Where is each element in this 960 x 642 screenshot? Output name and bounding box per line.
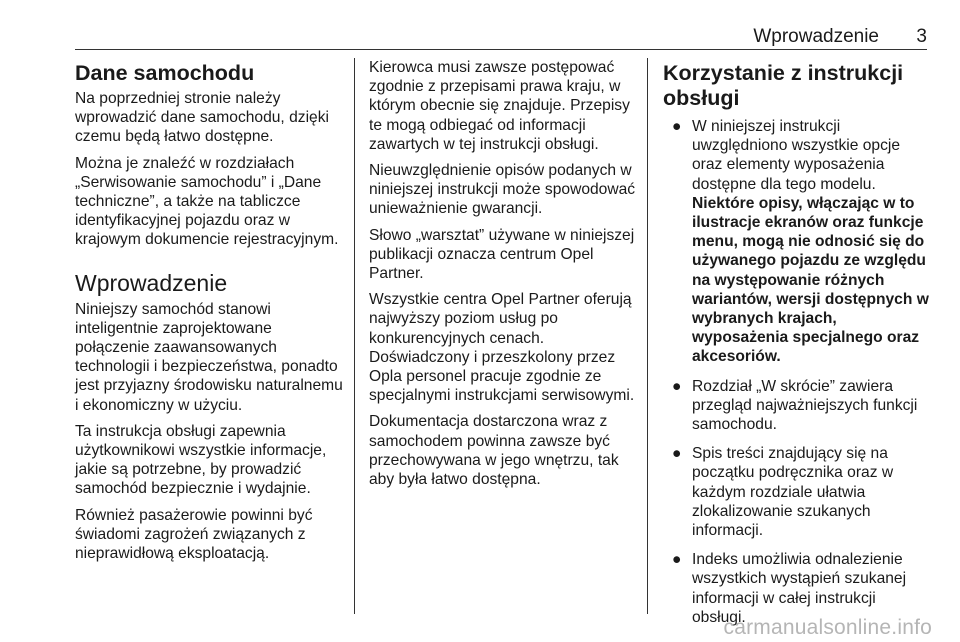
paragraph: Słowo „warsztat” używane w niniejszej publikacji oznacza centrum Opel Partner. — [369, 226, 635, 283]
heading-using-manual: Korzystanie z instrukcji obsługi — [663, 61, 904, 110]
paragraph: Ta instrukcja obsługi zapewnia użytkownikowi wszystkie informacje, jakie są potrzebne, by prowadzić samochód bezpiecznie i wydajnie. — [75, 422, 327, 498]
paragraph: Również pasażerowie powinni być świadomi zagrożeń związanych z nieprawidłową eksploatacją. — [75, 506, 313, 563]
list-item-bold-note: Niektóre opisy, włączając w to ilustracje ekranów oraz funkcje menu, mogą nie odnosić się do używanego pojazdu ze względu na występowanie różnych wariantów, wersji dostępnych w wybranych krajach, wyposażenia specjalnego oraz akcesoriów. — [692, 194, 929, 366]
column-divider-2 — [647, 58, 648, 614]
list-item-text: Rozdział „W skrócie” zawiera przegląd najważniejszych funkcji samochodu. — [692, 377, 918, 434]
paragraph: Niniejszy samochód stanowi inteligentnie zaprojektowane połączenie zaawansowanych technologii i bezpieczeństwa, ponadto jest przyjazny środowisku naturalnemu i ekonomiczny w użyciu. — [75, 300, 343, 414]
header-divider — [75, 49, 927, 50]
bullet-icon: ● — [672, 377, 682, 395]
heading-vehicle-data: Dane samochodu — [75, 61, 255, 85]
bullet-icon: ● — [672, 118, 682, 135]
paragraph: Kierowca musi zawsze postępować zgodnie z przepisami prawa kraju, w którym obecnie się znajduje. Przepisy te mogą odbiegać od informacji zawartych w tej instrukcji obsługi. — [369, 59, 630, 153]
paragraph: Nieuwzględnienie opisów podanych w niniejszej instrukcji może spowodować unieważnienie gwarancji. — [369, 162, 636, 218]
list-item-text: Spis treści znajdujący się na początku podręcznika oraz w każdym rozdziale ułatwia zlokalizowanie szukanych informacji. — [692, 445, 894, 540]
list-item-text: Indeks umożliwia odnalezienie wszystkich wystąpień szukanej informacji w całej instrukcji obsługi. — [692, 551, 907, 626]
paragraph: Wszystkie centra Opel Partner oferują najwyższy poziom usług po konkurencyjnych cenach. — [369, 291, 632, 347]
list-item — [663, 117, 929, 367]
column-divider-1 — [354, 58, 355, 614]
paragraph: Dokumentacja dostarczona wraz z samochodem powinna zawsze być przechowywana w jego wnętrzu, tak aby była łatwo dostępna. — [369, 413, 619, 489]
watermark: carmanualsonline.info — [723, 616, 932, 639]
column-1 — [75, 58, 347, 570]
page-number: 3 — [916, 26, 927, 47]
paragraph: Na poprzedniej stronie należy wprowadzić dane samochodu, dzięki czemu będą łatwo dostępne. — [75, 90, 329, 146]
list-item-text: W niniejszej instrukcji uwzględniono wszystkie opcje oraz elementy wyposażenia dostępne dla tego modelu. — [692, 118, 901, 193]
bullet-icon: ● — [672, 551, 682, 569]
column-3 — [663, 58, 929, 637]
section-title: Wprowadzenie — [753, 26, 879, 47]
bullet-icon: ● — [672, 445, 682, 463]
column-2 — [369, 58, 637, 496]
list-item — [663, 444, 929, 540]
paragraph: Można je znaleźć w rozdziałach „Serwisowanie samochodu” i „Dane techniczne”, a także na tabliczce identyfikacyjnej pojazdu oraz w krajowym dokumencie rejestracyjnym. — [75, 154, 339, 249]
bullet-list — [663, 117, 929, 627]
heading-introduction: Wprowadzenie — [75, 269, 228, 296]
page-header — [75, 26, 927, 48]
paragraph: Doświadczony i przeszkolony przez Opla personel pracuje zgodnie ze specjalnymi instrukcjami serwisowymi. — [369, 348, 635, 405]
list-item — [663, 377, 929, 435]
